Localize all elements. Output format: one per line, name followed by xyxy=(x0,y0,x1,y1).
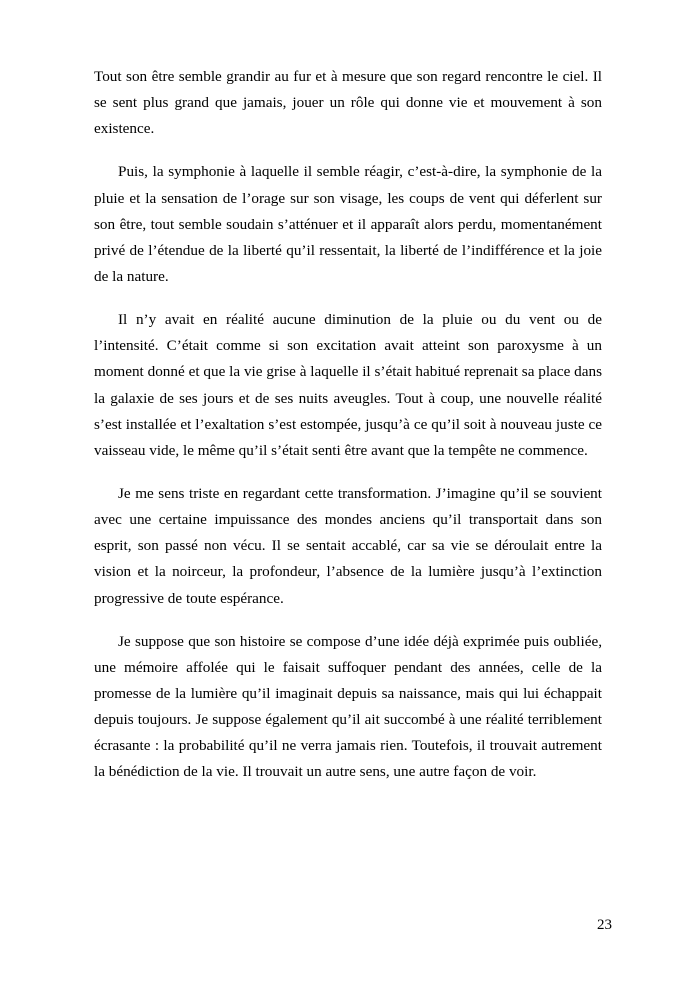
paragraph: Puis, la symphonie à laquelle il semble réagir, c’est-à-dire, la symphonie de la pluie et la sensation de l’orage sur son visage, les coups de vent qui déferlent sur son être, tout semble soudain s’atténuer et il apparaît alors perdu, momentanément privé de l’étendue de la liberté qu’il ressentait, la liberté de l’indifférence et la joie de la nature. xyxy=(94,163,602,285)
paragraph: Tout son être semble grandir au fur et à mesure que son regard rencontre le ciel. Il se sent plus grand que jamais, jouer un rôle qui donne vie et mouvement à son existence. xyxy=(94,68,602,138)
page-body xyxy=(94,64,602,786)
paragraph: Il n’y avait en réalité aucune diminution de la pluie ou du vent ou de l’intensité. C’était comme si son excitation avait atteint son paroxysme à un moment donné et que la vie grise à laquelle il s’était habitué reprenait sa place dans la galaxie de ses jours et de ses nuits aveugles. Tout à coup, une nouvelle réalité s’est installée et l’exaltation s’est estompée, jusqu’à ce qu’il soit à nouveau juste ce vaisseau vide, le même qu’il s’était senti être avant que la tempête ne commence. xyxy=(94,311,602,459)
page-number: 23 xyxy=(597,917,612,933)
paragraph: Je me sens triste en regardant cette transformation. J’imagine qu’il se souvient avec une certaine impuissance des mondes anciens qu’il transportait dans son esprit, son passé non vécu. Il se sentait accablé, car sa vie se déroulait entre la vision et la noirceur, la profondeur, l’absence de la lumière jusqu’à l’extinction progressive de toute espérance. xyxy=(94,484,602,607)
paragraph: Je suppose que son histoire se compose d’une idée déjà exprimée puis oubliée, une mémoire affolée qui le faisait suffoquer pendant des années, celle de la promesse de la lumière qu’il imaginait depuis sa naissance, mais qui lui échappait depuis toujours. Je suppose également qu’il ait succombé à une réalité terriblement écrasante : la probabilité qu’il ne verra jamais rien. Toutefois, il trouvait autrement la bénédiction de la vie. Il trouvait un autre sens, une autre façon de voir. xyxy=(94,632,602,781)
